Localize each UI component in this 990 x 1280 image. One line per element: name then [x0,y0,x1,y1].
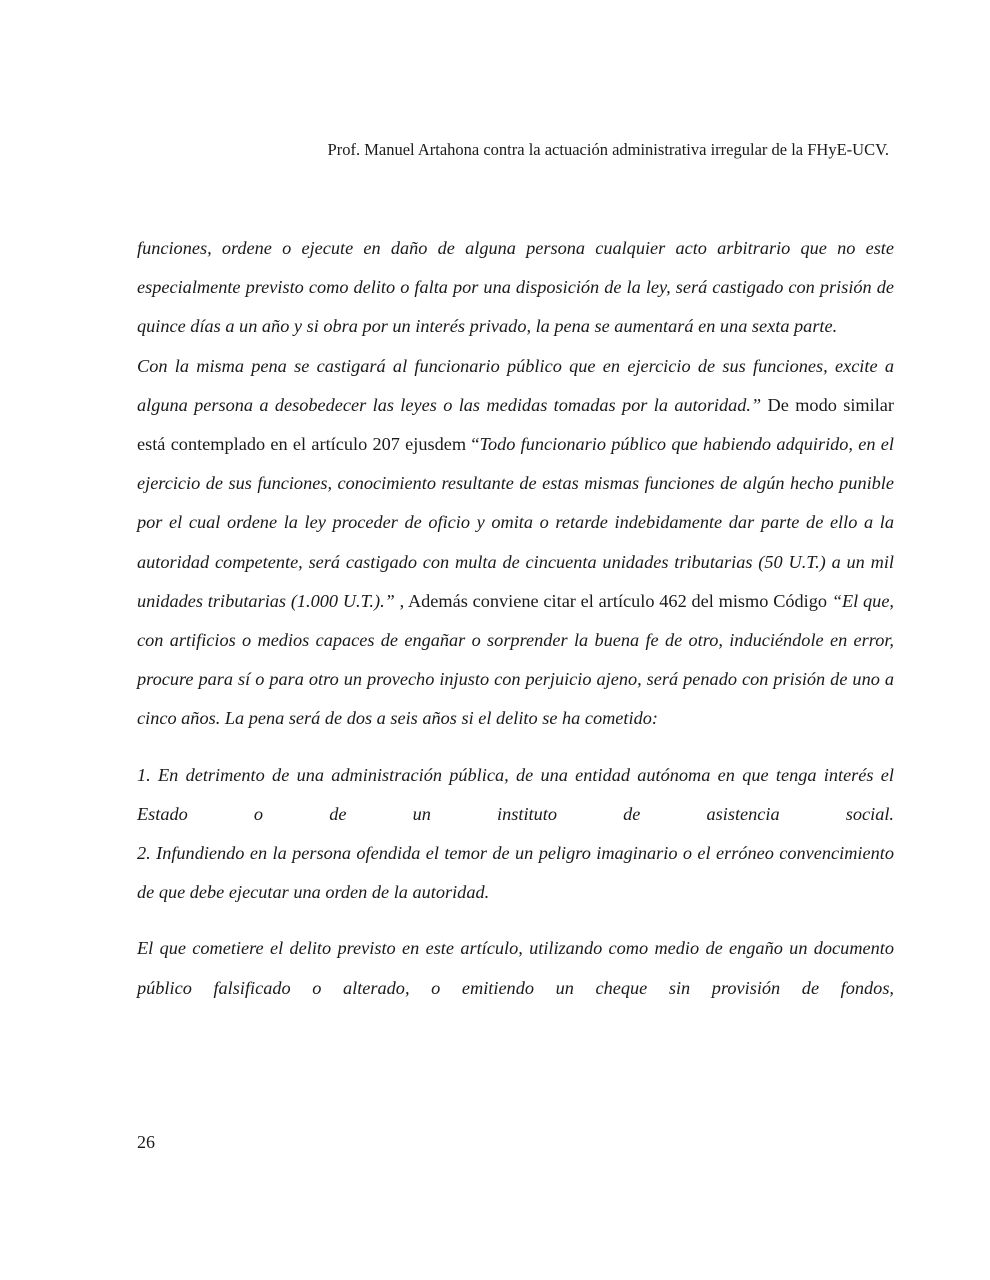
commentary-text: , Además conviene citar el artículo 462 del mismo Código [394,590,832,611]
document-body [137,229,894,1008]
quote-statute-excerpt: Con la misma pena se castigará al funcionario público que en ejercicio de sus funciones, excite a alguna persona a desobedecer las leyes o las medidas tomadas por la autoridad.” [137,355,894,415]
page-number: 26 [137,1132,155,1152]
commentary-text: De modo similar está contemplado en el artículo 207 ejusdem “ [137,394,894,455]
list-item-2: 2. Infundiendo en la persona ofendida el temor de un peligro imaginario o el erróneo convencimiento de que debe ejecutar una orden de la autoridad. [137,843,894,903]
paragraph-aggravated-offense: El que cometiere el delito previsto en este artículo, utilizando como medio de engaño un documento público falsificado o alterado, o emitiendo un cheque sin provisión de fondos, [137,938,894,998]
list-item-1: 1. En detrimento de una administración pública, de una entidad autónoma en que tenga interés el Estado o de un instituto de asistencia social. [137,764,894,824]
running-header: Prof. Manuel Artahona contra la actuación administrativa irregular de la FHyE-UCV. [327,140,889,159]
paragraph-statute-continuation: funciones, ordene o ejecute en daño de alguna persona cualquier acto arbitrario que no este especialmente previsto como delito o falta por una disposición de la ley, será castigado con prisión de quince días a un año y si obra por un interés privado, la pena se aumentará en una sexta parte. [137,238,894,337]
quote-article-207: Todo funcionario público que habiendo adquirido, en el ejercicio de sus funciones, conocimiento resultante de estas mismas funciones de algún hecho punible por el cual ordene la ley proceder de oficio y omita o retarde indebidamente dar parte de ello a la autoridad competente, será castigado con multa de cincuenta unidades tributarias (50 U.T.) a un mil unidades tributarias (1.000 U.T.).” [137,434,894,611]
paragraph-legal-citations [137,347,894,739]
quote-article-462: “El que, con artificios o medios capaces de engañar o sorprender la buena fe de otro, induciéndole en error, procure para sí o para otro un provecho injusto con perjuicio ajeno, será penado con prisión de uno a cinco años. La pena será de dos a seis años si el delito se ha cometido: [137,590,894,729]
